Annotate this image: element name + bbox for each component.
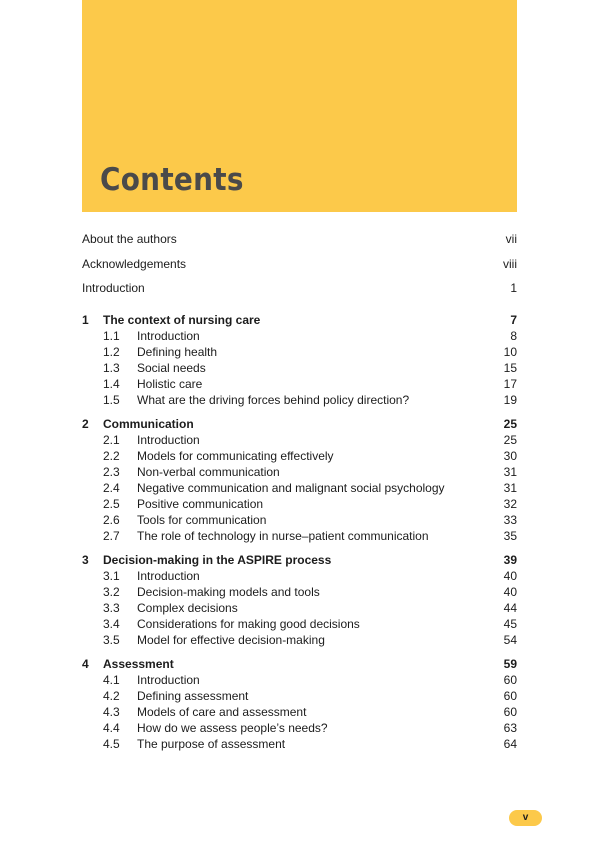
section-title: How do we assess people’s needs? [137,720,328,735]
chapter-title: The context of nursing care [103,312,261,327]
chapter-3 [82,552,517,648]
chapter-4 [82,656,517,752]
section-page: 25 [503,432,517,447]
section-page: 33 [503,512,517,527]
chapter-title: Communication [103,416,194,431]
section-page: 40 [503,584,517,599]
section-page: 60 [503,704,517,719]
section-page: 19 [503,392,517,407]
section-number: 3.2 [103,584,120,599]
section-title: Positive communication [137,496,264,511]
chapter-page: 59 [503,656,517,671]
title-banner [82,0,517,212]
entry-page: viii [503,256,517,271]
section-number: 2.2 [103,448,120,463]
section-entry[interactable] [82,616,517,632]
section-number: 2.4 [103,480,120,495]
section-entry[interactable] [82,568,517,584]
section-entry[interactable] [82,392,517,408]
front-matter-entry[interactable] [82,231,517,256]
section-page: 40 [503,568,517,583]
section-entry[interactable] [82,704,517,720]
front-matter-entry[interactable] [82,256,517,281]
section-title: Considerations for making good decisions [137,616,360,631]
section-entry[interactable] [82,688,517,704]
section-page: 10 [503,344,517,359]
section-number: 2.1 [103,432,120,447]
section-list [82,568,517,648]
section-entry[interactable] [82,344,517,360]
section-page: 63 [503,720,517,735]
section-title: Social needs [137,360,206,375]
section-number: 3.1 [103,568,120,583]
entry-label: Introduction [82,281,145,295]
section-entry[interactable] [82,584,517,600]
section-entry[interactable] [82,736,517,752]
section-title: Introduction [137,672,200,687]
section-title: Introduction [137,328,200,343]
chapter-number: 4 [82,656,89,671]
section-entry[interactable] [82,448,517,464]
section-entry[interactable] [82,512,517,528]
section-entry[interactable] [82,600,517,616]
section-number: 1.2 [103,344,120,359]
section-title: Defining assessment [137,688,249,703]
section-page: 31 [503,480,517,495]
front-matter-list [82,231,517,305]
section-list [82,672,517,752]
section-page: 64 [503,736,517,751]
section-entry[interactable] [82,720,517,736]
section-entry[interactable] [82,432,517,448]
section-title: Holistic care [137,376,203,391]
section-number: 2.5 [103,496,120,511]
section-entry[interactable] [82,360,517,376]
entry-label: Acknowledgements [82,256,187,271]
section-number: 3.4 [103,616,120,631]
section-page: 44 [503,600,517,615]
section-title: Models of care and assessment [137,704,307,719]
section-entry[interactable] [82,528,517,544]
section-number: 3.5 [103,632,120,647]
section-title: The role of technology in nurse–patient communication [137,528,429,543]
chapter-number: 2 [82,416,89,431]
section-page: 60 [503,672,517,687]
front-matter-entry[interactable] [82,280,517,305]
entry-page: vii [505,232,517,246]
entry-page: 1 [510,281,517,295]
page-number-badge: v [509,810,542,826]
chapter-page: 7 [510,312,517,327]
section-number: 3.3 [103,600,120,615]
section-page: 8 [510,328,517,343]
section-entry[interactable] [82,632,517,648]
section-page: 54 [503,632,517,647]
chapter-page: 25 [503,416,517,431]
section-number: 2.6 [103,512,120,527]
section-title: Tools for communication [137,512,267,527]
chapter-page: 39 [503,552,517,567]
section-number: 4.3 [103,704,120,719]
section-title: Introduction [137,568,200,583]
section-list [82,432,517,544]
section-page: 17 [503,376,517,391]
section-number: 1.5 [103,392,120,407]
entry-label: About the authors [82,232,177,246]
chapter-title: Decision-making in the ASPIRE process [103,552,332,567]
section-entry[interactable] [82,496,517,512]
section-entry[interactable] [82,328,517,344]
section-title: Models for communicating effectively [137,448,334,463]
section-page: 45 [503,616,517,631]
section-number: 2.3 [103,464,120,479]
section-page: 31 [503,464,517,479]
section-entry[interactable] [82,376,517,392]
chapter-heading[interactable] [82,312,517,328]
section-title: The purpose of assessment [137,736,286,751]
chapter-2 [82,416,517,544]
section-page: 32 [503,496,517,511]
section-page: 60 [503,688,517,703]
table-of-contents [82,231,517,760]
section-title: Model for effective decision-making [137,632,325,647]
section-number: 4.5 [103,736,120,751]
chapter-title: Assessment [103,656,174,671]
section-list [82,328,517,408]
section-number: 2.7 [103,528,120,543]
section-title: Negative communication and malignant social psychology [137,480,445,495]
section-title: What are the driving forces behind policy direction? [137,392,410,407]
section-entry[interactable] [82,464,517,480]
section-page: 30 [503,448,517,463]
chapter-number: 1 [82,312,89,327]
section-number: 1.4 [103,376,120,391]
section-number: 4.2 [103,688,120,703]
section-title: Non-verbal communication [137,464,280,479]
section-number: 4.1 [103,672,120,687]
section-page: 35 [503,528,517,543]
chapter-heading[interactable] [82,656,517,672]
section-entry[interactable] [82,480,517,496]
chapter-number: 3 [82,552,89,567]
page-title: Contents [100,162,244,198]
chapter-heading[interactable] [82,552,517,568]
section-title: Introduction [137,432,200,447]
section-title: Decision-making models and tools [137,584,320,599]
section-number: 1.1 [103,328,120,343]
section-title: Defining health [137,344,218,359]
section-page: 15 [503,360,517,375]
section-title: Complex decisions [137,600,238,615]
section-entry[interactable] [82,672,517,688]
chapter-1 [82,312,517,408]
section-number: 4.4 [103,720,120,735]
chapter-heading[interactable] [82,416,517,432]
section-number: 1.3 [103,360,120,375]
